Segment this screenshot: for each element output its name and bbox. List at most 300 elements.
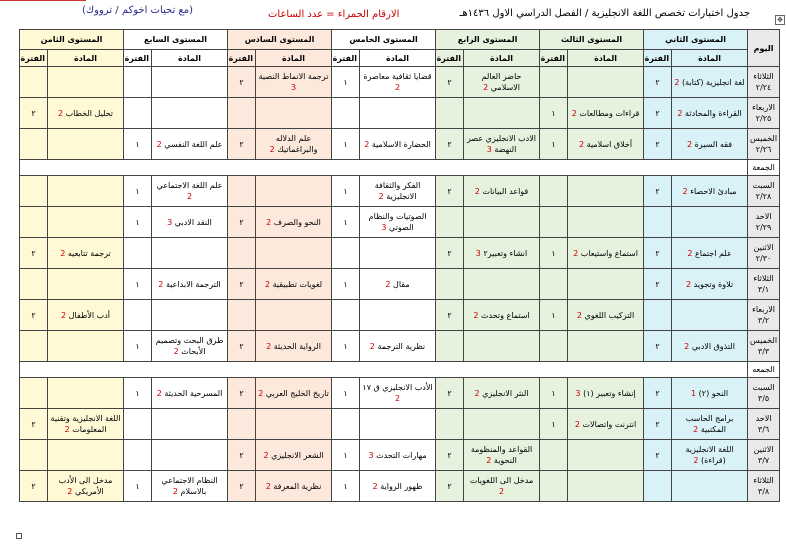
subject-cell	[568, 238, 644, 269]
credit-hours: 3	[167, 217, 173, 227]
subject-cell	[48, 207, 124, 238]
section-cell: ١	[540, 409, 568, 440]
subject-cell	[48, 129, 124, 160]
credit-hours: 2	[486, 456, 492, 465]
table-row	[20, 471, 780, 502]
credit-hours: 2	[677, 108, 683, 118]
section-cell: ٢	[436, 129, 464, 160]
credit-hours: 2	[571, 108, 577, 118]
level-header: المستوى الثالث	[540, 30, 644, 50]
subject-cell	[464, 300, 540, 331]
subject-name: استماع واستيعاب	[580, 248, 638, 258]
section-cell	[20, 269, 48, 300]
subject-cell	[256, 176, 332, 207]
level-header: المستوى الثامن	[20, 30, 124, 50]
subject-cell	[48, 300, 124, 331]
subject-cell	[464, 409, 540, 440]
section-cell	[124, 409, 152, 440]
subject-cell	[464, 207, 540, 238]
subject-name: النثر الانجليزي	[482, 388, 529, 398]
subject-name: قواعد البيانات	[482, 186, 529, 196]
credit-hours: 2	[574, 419, 580, 429]
section-cell	[332, 300, 360, 331]
subject-cell	[464, 98, 540, 129]
subject-name: الترجمة الابداعية	[165, 279, 221, 289]
subject-cell	[464, 238, 540, 269]
section-cell: ١	[124, 471, 152, 502]
table-row	[20, 207, 780, 238]
credit-hours: 2	[156, 388, 162, 398]
day-cell: السبت ٣/٥	[748, 378, 780, 409]
subject-cell	[360, 409, 436, 440]
section-cell: ١	[332, 67, 360, 98]
subject-name: النقد الادبي	[174, 217, 212, 227]
credit-hours: 2	[473, 310, 479, 320]
credit-hours: 2	[579, 139, 585, 149]
section-cell: ٢	[20, 300, 48, 331]
table-row	[20, 440, 780, 471]
subject-cell	[48, 98, 124, 129]
subject-cell	[360, 331, 436, 362]
section-cell: ٢	[436, 471, 464, 502]
section-cell: ٢	[436, 238, 464, 269]
credit-hours: 3	[575, 388, 581, 398]
subject-cell	[464, 129, 540, 160]
section-cell: ٢	[644, 378, 672, 409]
subject-column-header: المادة	[256, 50, 332, 67]
subject-cell	[672, 67, 748, 98]
subject-cell	[568, 440, 644, 471]
holiday-row	[20, 362, 780, 378]
subject-cell	[152, 176, 228, 207]
day-cell: الاثنين ٢/٣٠	[748, 238, 780, 269]
section-cell: ٢	[436, 440, 464, 471]
subject-name: تلاوة وتجويد	[693, 279, 734, 289]
subject-name: الصوتيات والنظام الصوتي	[368, 212, 427, 232]
holiday-day-cell: الجمعة	[748, 160, 780, 176]
section-cell	[332, 98, 360, 129]
section-cell: ١	[332, 269, 360, 300]
subject-name: تحليل الخطاب	[65, 108, 114, 118]
page-header	[0, 0, 786, 28]
section-cell: ٢	[20, 409, 48, 440]
credit-hours: 2	[364, 139, 370, 149]
credit-hours: 2	[263, 450, 269, 460]
subject-cell	[152, 471, 228, 502]
level-header-row	[20, 30, 780, 50]
subject-cell	[464, 440, 540, 471]
section-cell	[228, 98, 256, 129]
subject-cell	[256, 207, 332, 238]
author-greeting: (مع تحيات اخوكم / ترووك)	[82, 5, 194, 16]
subject-cell	[568, 67, 644, 98]
subject-name: أدب الأطفال	[68, 310, 110, 320]
credit-hours: 3	[368, 450, 374, 460]
subject-cell	[256, 129, 332, 160]
table-row	[20, 331, 780, 362]
section-cell: ١	[124, 176, 152, 207]
section-column-header: الفترة	[644, 50, 672, 67]
subject-cell	[256, 331, 332, 362]
table-row	[20, 409, 780, 440]
section-cell	[436, 98, 464, 129]
section-cell: ١	[540, 129, 568, 160]
subject-cell	[568, 269, 644, 300]
section-cell: ٢	[644, 176, 672, 207]
subject-cell	[360, 67, 436, 98]
subject-cell	[48, 238, 124, 269]
credit-hours: 2	[61, 310, 67, 320]
subject-name: مدخل الى اللغويات	[469, 476, 534, 485]
subject-cell	[672, 207, 748, 238]
day-cell: الاربعاء ٣/٢	[748, 300, 780, 331]
day-cell: الاحد ٣/٦	[748, 409, 780, 440]
subject-cell	[152, 269, 228, 300]
subject-name: اللغة الانجليزية (قراءة)	[685, 445, 734, 465]
credit-hours: 2	[686, 139, 693, 149]
subject-cell	[360, 176, 436, 207]
section-cell: ١	[332, 440, 360, 471]
section-cell	[20, 176, 48, 207]
subject-column-header: المادة	[464, 50, 540, 67]
subject-name: التذوق الادبي	[691, 341, 735, 351]
credit-hours: 2	[266, 217, 272, 227]
subject-name: علم الدلاله والبراغماتيك	[275, 134, 318, 154]
subject-cell	[48, 269, 124, 300]
credit-hours: 3	[475, 248, 481, 258]
credit-hours: 2	[173, 347, 179, 356]
subject-cell	[464, 269, 540, 300]
corner-marker	[16, 533, 22, 539]
section-cell	[20, 67, 48, 98]
subject-name: مبادئ الاحصاء	[690, 186, 737, 196]
subject-name: الرواية الحديثة	[273, 341, 321, 351]
section-cell: ٢	[436, 378, 464, 409]
subject-name: نظرية المعرفة	[273, 481, 322, 491]
day-cell: الخميس ٣/٣	[748, 331, 780, 362]
subject-name: القواعد والمنظومة النحوية	[470, 445, 533, 465]
subject-name: ترجمة تتابعيه	[67, 248, 111, 258]
section-cell: ٢	[644, 67, 672, 98]
holiday-day-cell: الجمعه	[748, 362, 780, 378]
subject-cell	[360, 378, 436, 409]
subject-name: التركيب اللغوي	[584, 310, 635, 320]
greeting-underline	[0, 0, 86, 1]
credit-hours: 2	[372, 481, 378, 491]
subject-cell	[48, 409, 124, 440]
subject-cell	[672, 300, 748, 331]
move-handle-icon[interactable]: ✥	[775, 15, 785, 25]
subject-cell	[256, 269, 332, 300]
section-cell: ٢	[436, 300, 464, 331]
section-cell	[332, 238, 360, 269]
holiday-row	[20, 160, 780, 176]
section-cell	[540, 440, 568, 471]
section-cell: ٢	[644, 269, 672, 300]
subject-name: قضايا ثقافية معاصرة	[363, 72, 432, 81]
credit-hours: 2	[64, 425, 70, 434]
subject-cell	[152, 440, 228, 471]
credit-hours: 2	[498, 487, 505, 496]
subject-cell	[464, 67, 540, 98]
section-column-header: الفترة	[228, 50, 256, 67]
subject-cell	[152, 98, 228, 129]
subject-cell	[672, 471, 748, 502]
section-column-header: الفترة	[540, 50, 568, 67]
subject-cell	[48, 378, 124, 409]
subject-name: نظرية الترجمة	[377, 341, 426, 351]
subject-name: استماع وتحدث	[481, 310, 530, 320]
subject-cell	[48, 471, 124, 502]
subject-name: الشعر الانجليزي	[271, 450, 324, 460]
section-cell	[20, 440, 48, 471]
subject-cell	[464, 331, 540, 362]
credit-hours: 2	[156, 139, 162, 149]
subject-name: ترجمة الانماط النصية	[258, 72, 329, 81]
credit-hours: 2	[258, 388, 264, 398]
table-row	[20, 176, 780, 207]
section-cell: ٢	[228, 269, 256, 300]
table-row	[20, 129, 780, 160]
subject-cell	[256, 440, 332, 471]
section-cell	[540, 67, 568, 98]
day-cell: السبت ٢/٢٨	[748, 176, 780, 207]
day-cell: الخميس ٢/٢٦	[748, 129, 780, 160]
subject-cell	[568, 331, 644, 362]
subject-cell	[152, 207, 228, 238]
level-header: المستوى الثاني	[644, 30, 748, 50]
subject-cell	[152, 238, 228, 269]
section-cell: ١	[332, 129, 360, 160]
credit-hours: 2	[158, 279, 164, 289]
credit-hours: 2	[265, 481, 271, 491]
day-cell: الثلاثاء ٣/١	[748, 269, 780, 300]
table-row	[20, 300, 780, 331]
subject-cell	[256, 98, 332, 129]
section-cell	[436, 269, 464, 300]
subject-cell	[672, 440, 748, 471]
subject-cell	[152, 378, 228, 409]
day-cell: الاثنين ٣/٧	[748, 440, 780, 471]
subject-cell	[568, 471, 644, 502]
subject-cell	[568, 300, 644, 331]
table-row	[20, 378, 780, 409]
subject-name: علم اللغة الاجتماعي	[156, 181, 223, 190]
subject-cell	[256, 238, 332, 269]
credit-hours: 2	[67, 487, 73, 496]
credit-hours: 2	[60, 248, 66, 258]
subject-cell	[672, 269, 748, 300]
credit-hours: 2	[474, 186, 480, 196]
table-row	[20, 269, 780, 300]
section-cell: ٢	[644, 238, 672, 269]
section-cell: ٢	[228, 129, 256, 160]
section-cell	[20, 378, 48, 409]
section-cell: ١	[124, 331, 152, 362]
section-cell	[228, 176, 256, 207]
section-cell: ١	[124, 129, 152, 160]
section-cell	[332, 409, 360, 440]
subject-name: انشاء وتعبير٢	[483, 248, 528, 258]
subject-cell	[360, 238, 436, 269]
credit-hours: 2	[378, 192, 384, 201]
subject-cell	[464, 378, 540, 409]
table-row	[20, 238, 780, 269]
credit-hours: 2	[682, 186, 688, 196]
subject-name: النحو (٢)	[698, 388, 729, 398]
subject-cell	[568, 409, 644, 440]
hours-legend-note: الارقام الحمراء = عدد الساعات	[268, 9, 400, 20]
credit-hours: 2	[693, 425, 699, 434]
section-cell: ٢	[644, 331, 672, 362]
subject-cell	[152, 129, 228, 160]
subject-cell	[464, 176, 540, 207]
credit-hours: 2	[394, 394, 401, 403]
section-cell	[540, 269, 568, 300]
credit-hours: 2	[686, 279, 692, 289]
subject-name: طرق البحث وتصميم الأبحاث	[155, 336, 224, 356]
credit-hours: 2	[687, 248, 693, 258]
section-cell	[124, 67, 152, 98]
subject-name: لغويات تطبيقية	[272, 279, 323, 289]
day-cell: الثلاثاء ٢/٢٤	[748, 67, 780, 98]
level-header: المستوى السابع	[124, 30, 228, 50]
credit-hours: 3	[290, 83, 297, 92]
subject-cell	[568, 378, 644, 409]
section-cell: ٢	[20, 471, 48, 502]
subject-cell	[360, 207, 436, 238]
section-cell: ١	[332, 378, 360, 409]
credit-hours: 2	[186, 192, 193, 201]
subheader-row	[20, 50, 780, 67]
section-cell	[644, 207, 672, 238]
section-cell	[124, 440, 152, 471]
section-cell: ١	[332, 471, 360, 502]
subject-cell	[152, 300, 228, 331]
section-column-header: الفترة	[332, 50, 360, 67]
subject-cell	[152, 409, 228, 440]
credit-hours: 2	[394, 83, 401, 92]
section-cell	[20, 331, 48, 362]
credit-hours: 2	[266, 341, 272, 351]
section-cell	[540, 207, 568, 238]
section-cell: ١	[332, 207, 360, 238]
credit-hours: 2	[474, 388, 480, 398]
subject-name: فقه السيرة	[694, 139, 733, 149]
subject-cell	[256, 67, 332, 98]
subject-cell	[360, 129, 436, 160]
subject-cell	[48, 176, 124, 207]
subject-cell	[48, 440, 124, 471]
section-cell: ١	[540, 300, 568, 331]
section-cell	[20, 207, 48, 238]
subject-cell	[256, 378, 332, 409]
section-cell	[436, 409, 464, 440]
section-cell: ٢	[436, 176, 464, 207]
subject-cell	[152, 331, 228, 362]
subject-name: علم اجتماع	[695, 248, 732, 258]
credit-hours: 2	[573, 248, 579, 258]
section-cell: ٢	[228, 471, 256, 502]
subject-name: مدخل الى الأدب الأمريكي	[58, 476, 113, 496]
subject-name: علم اللغة النفسي	[164, 139, 223, 149]
subject-name: الحضارة الاسلامية	[371, 139, 431, 149]
section-cell: ٢	[644, 440, 672, 471]
credit-hours: 2	[693, 456, 699, 465]
subject-name: النظام الاجتماعي بالاسلام	[161, 476, 218, 496]
section-cell: ٢	[228, 207, 256, 238]
section-cell: ٢	[20, 238, 48, 269]
section-cell: ١	[540, 378, 568, 409]
schedule-body	[20, 67, 780, 502]
section-cell: ١	[540, 98, 568, 129]
day-cell: الاحد ٢/٢٩	[748, 207, 780, 238]
subject-cell	[48, 331, 124, 362]
subject-cell	[360, 471, 436, 502]
subject-name: مقال	[393, 279, 410, 289]
section-cell: ٢	[228, 331, 256, 362]
section-cell: ١	[540, 238, 568, 269]
subject-name: لغة انجليزية (كتابة)	[682, 77, 745, 87]
subject-name: الادب الانجليزي عصر النهضة	[467, 134, 537, 154]
section-cell: ١	[124, 269, 152, 300]
schedule-title: جدول اختبارات تخصص اللغة الانجليزية / الفصل الدراسي الاول ١٤٣٦هـ	[459, 8, 750, 19]
subject-cell	[672, 129, 748, 160]
section-cell: ١	[332, 176, 360, 207]
section-cell	[228, 238, 256, 269]
section-cell: ٢	[644, 129, 672, 160]
holiday-blank	[20, 362, 748, 378]
section-cell	[228, 409, 256, 440]
subject-cell	[152, 67, 228, 98]
subject-cell	[360, 300, 436, 331]
credit-hours: 3	[486, 145, 492, 154]
level-header: المستوى الرابع	[436, 30, 540, 50]
subject-column-header: المادة	[672, 50, 748, 67]
level-header: المستوى الخامس	[332, 30, 436, 50]
credit-hours: 2	[684, 341, 690, 351]
subject-name: تاريخ الخليج العربي	[265, 388, 329, 398]
section-cell: ٢	[228, 440, 256, 471]
section-cell: ١	[332, 331, 360, 362]
exam-schedule-table	[19, 29, 780, 502]
subject-column-header: المادة	[152, 50, 228, 67]
section-cell	[540, 176, 568, 207]
credit-hours: 2	[57, 108, 64, 118]
credit-hours: 2	[269, 145, 275, 154]
section-cell: ١	[124, 207, 152, 238]
subject-name: برامج الحاسب المكتبية	[685, 414, 734, 434]
table-row	[20, 98, 780, 129]
subject-name: اللغة الانجليزية وتقنية المعلومات	[50, 414, 121, 434]
subject-cell	[360, 269, 436, 300]
subject-cell	[672, 238, 748, 269]
subject-cell	[568, 98, 644, 129]
subject-cell	[464, 471, 540, 502]
credit-hours: 2	[369, 341, 375, 351]
subject-cell	[568, 129, 644, 160]
section-cell: ٢	[644, 98, 672, 129]
section-column-header: الفترة	[436, 50, 464, 67]
section-cell	[644, 300, 672, 331]
subject-cell	[256, 300, 332, 331]
subject-name: أخلاق اسلامية	[586, 139, 633, 149]
credit-hours: 3	[381, 223, 387, 232]
subject-name: القراءة والمحادثة	[685, 108, 742, 118]
section-cell: ٢	[644, 409, 672, 440]
credit-hours: 2	[385, 279, 391, 289]
subject-cell	[48, 67, 124, 98]
